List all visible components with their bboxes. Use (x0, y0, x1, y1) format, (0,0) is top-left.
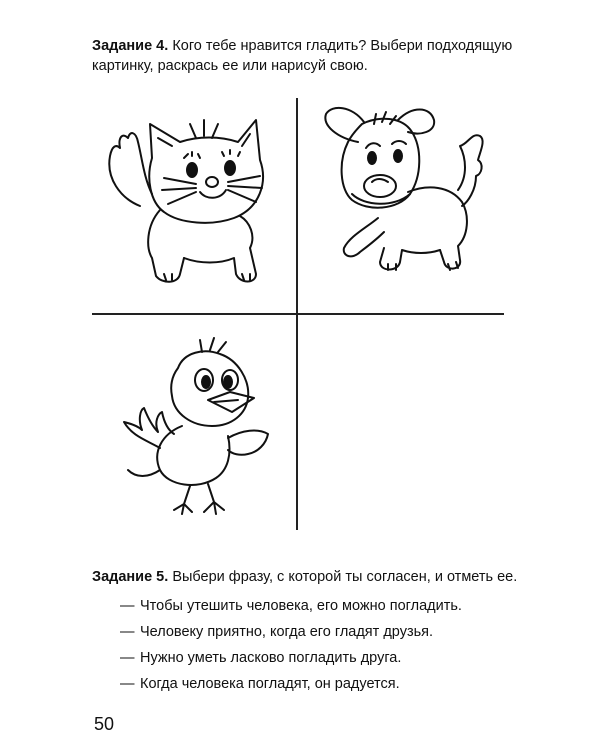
phrase-option[interactable] (120, 596, 462, 622)
phrase-text: Человеку приятно, когда его гладят друзья. (140, 624, 434, 640)
phrase-option[interactable] (120, 622, 462, 648)
phrase-text: Чтобы утешить человека, его можно погладить. (140, 598, 462, 614)
task-5-text (92, 567, 532, 587)
phrase-dash: — (120, 598, 135, 614)
phrase-text: Когда человека погладят, он радуется. (140, 676, 400, 692)
task-5-label: Задание 5. (92, 569, 169, 585)
phrase-text: Нужно уметь ласково погладить друга. (140, 650, 402, 666)
grid-horizontal-divider (92, 313, 504, 315)
phrase-list (120, 596, 462, 700)
task-5-instruction: Выбери фразу, с которой ты согласен, и отметь ее. (172, 569, 518, 585)
task-4-question: Кого тебе нравится гладить? Выбери подходящую картинку, раскрась ее или нарисуй свою. (92, 38, 513, 74)
phrase-option[interactable] (120, 648, 462, 674)
phrase-dash: — (120, 650, 135, 666)
phrase-dash: — (120, 624, 135, 640)
task-4-text (92, 36, 532, 76)
bird-drawing[interactable] (108, 330, 278, 520)
page-number: 50 (94, 714, 115, 734)
phrase-dash: — (120, 676, 135, 692)
cat-drawing[interactable] (100, 108, 280, 293)
dog-drawing[interactable] (318, 102, 498, 282)
task-4-label: Задание 4. (92, 38, 169, 54)
phrase-option[interactable] (120, 674, 462, 700)
